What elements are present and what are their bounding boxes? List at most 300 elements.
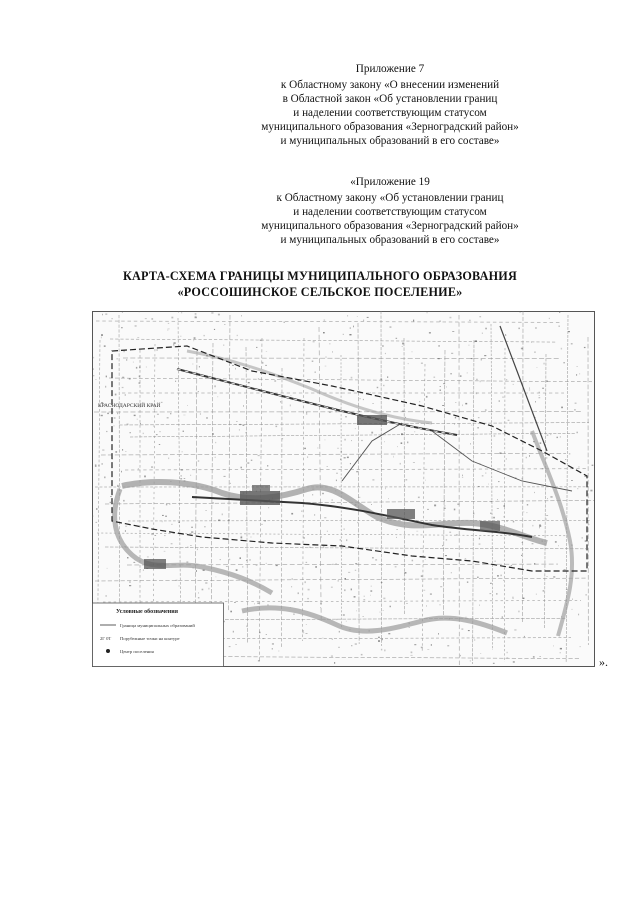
map-speck (126, 359, 127, 361)
map-speck (451, 353, 453, 354)
map-speck (412, 352, 413, 353)
appendix-7-line: муниципального образования «Зерноградский район» (261, 121, 519, 133)
map-speck (445, 555, 447, 556)
map-speck (122, 387, 124, 388)
map-speck (579, 374, 580, 375)
map-speck (322, 638, 324, 639)
map-speck (332, 639, 333, 640)
map-speck (529, 387, 530, 389)
map-speck (530, 434, 531, 435)
map-speck (390, 326, 392, 328)
map-speck (246, 626, 247, 628)
map-speck (302, 633, 304, 634)
map-speck (513, 661, 515, 663)
map-speck (139, 382, 141, 383)
map-speck (110, 496, 112, 497)
map-speck (456, 402, 457, 403)
map-speck (349, 334, 351, 335)
map-speck (486, 381, 487, 382)
map-speck (383, 610, 384, 611)
map-speck (406, 479, 408, 480)
map-speck (332, 351, 333, 353)
map-speck (546, 457, 548, 458)
map-speck (558, 545, 559, 546)
map-speck (452, 331, 454, 332)
map-speck (306, 562, 308, 563)
map-speck (513, 521, 514, 523)
map-speck (359, 411, 360, 412)
map-speck (147, 557, 149, 558)
map-speck (290, 395, 291, 396)
map-speck (110, 502, 111, 503)
map-speck (261, 524, 263, 525)
map-speck (533, 656, 535, 658)
map-speck (387, 376, 388, 378)
map-speck (280, 401, 281, 402)
map-speck (402, 346, 403, 347)
map-speck (171, 543, 173, 544)
map-speck (577, 488, 578, 489)
map-speck (313, 341, 315, 342)
map-speck (412, 560, 414, 562)
map-speck (198, 593, 199, 594)
map-speck (560, 436, 561, 437)
map-speck (506, 458, 507, 459)
map-speck (181, 469, 183, 470)
map-speck (157, 349, 158, 351)
map-speck (488, 484, 489, 485)
map-speck (478, 417, 480, 418)
map-speck (444, 508, 446, 509)
map-speck (503, 517, 504, 518)
map-speck (346, 416, 347, 417)
map-speck (499, 401, 500, 402)
map-speck (107, 568, 108, 569)
map-speck (159, 432, 160, 433)
map-speck (402, 343, 404, 345)
map-speck (381, 582, 383, 583)
map-speck (490, 513, 492, 514)
map-speck (117, 413, 118, 415)
map-speck (325, 366, 327, 367)
map-speck (161, 402, 163, 403)
map-speck (151, 318, 153, 319)
map-speck (344, 457, 346, 459)
map-speck (502, 616, 503, 618)
map-speck (491, 431, 492, 432)
map-speck (247, 477, 248, 478)
map-speck (506, 379, 507, 380)
map-speck (360, 398, 361, 399)
map-speck (467, 372, 468, 374)
map-speck (334, 662, 335, 664)
map-speck (122, 449, 123, 451)
map-speck (140, 423, 141, 424)
map-speck (102, 450, 104, 451)
map-speck (272, 644, 274, 645)
map-speck (343, 334, 344, 335)
appendix-7-block (200, 62, 580, 148)
map-speck (439, 605, 440, 606)
map-speck (246, 560, 248, 561)
map-speck (265, 520, 266, 522)
map-speck (113, 426, 114, 427)
map-speck (506, 658, 508, 659)
map-speck (557, 437, 558, 438)
map-speck (243, 405, 244, 407)
map-speck (354, 596, 356, 598)
map-speck (176, 580, 178, 581)
map-speck (450, 317, 452, 319)
map-speck (513, 597, 514, 598)
map-speck (475, 340, 477, 342)
map-speck (323, 332, 325, 333)
map-speck (306, 414, 307, 415)
map-speck (133, 562, 135, 563)
map-speck (191, 527, 193, 528)
map-speck (327, 531, 328, 532)
map-speck (449, 532, 451, 533)
map-speck (340, 539, 341, 541)
map-speck (195, 316, 197, 317)
map-speck (224, 476, 226, 477)
legend-item-label: Порубежные точки на контуре (120, 636, 180, 641)
map-speck (256, 565, 258, 566)
map-speck (332, 499, 333, 500)
map-speck (301, 510, 302, 512)
map-speck (105, 386, 106, 388)
map-speck (274, 381, 276, 382)
map-speck (331, 656, 333, 657)
map-speck (473, 513, 474, 515)
map-speck (400, 463, 401, 465)
map-speck (144, 476, 146, 478)
map-speck (104, 345, 106, 347)
map-speck (194, 337, 196, 338)
map-speck (383, 598, 385, 600)
map-speck (426, 396, 428, 398)
map-speck (572, 609, 573, 610)
map-speck (347, 457, 349, 459)
map-speck (286, 487, 288, 488)
map-speck (129, 585, 131, 586)
map-speck (421, 647, 423, 649)
map-speck (542, 468, 544, 469)
map-speck (451, 572, 452, 573)
map-speck (506, 521, 508, 522)
map-speck (566, 589, 568, 590)
map-speck (479, 537, 480, 538)
map-speck (336, 411, 337, 413)
map-speck (402, 411, 404, 413)
map-speck (343, 615, 345, 616)
map-speck (477, 427, 478, 428)
map-speck (540, 656, 541, 657)
map-speck (381, 639, 383, 641)
map-speck (315, 566, 317, 568)
map-speck (304, 448, 306, 449)
map-speck (101, 337, 102, 339)
map-speck (104, 477, 105, 479)
map-speck (584, 347, 586, 348)
map-speck (370, 590, 372, 592)
map-speck (105, 595, 107, 597)
map-speck (135, 325, 137, 327)
map-speck (226, 566, 228, 567)
map-speck (523, 512, 524, 513)
map-speck (260, 340, 262, 341)
map-speck (242, 566, 243, 568)
map-speck (305, 581, 306, 583)
map-speck (117, 486, 119, 487)
map-speck (323, 546, 325, 548)
map-speck (320, 607, 321, 608)
map-speck (220, 559, 221, 560)
map-speck (157, 414, 159, 415)
map-speck (222, 514, 223, 516)
map-speck (335, 563, 337, 564)
map-speck (468, 345, 470, 346)
map-speck (175, 381, 176, 382)
map-speck (329, 412, 330, 414)
map-speck (218, 314, 220, 316)
map-speck (414, 431, 415, 432)
map-speck (539, 397, 541, 398)
map-speck (331, 587, 333, 588)
map-speck (133, 362, 134, 363)
map-speck (251, 460, 253, 461)
map-speck (480, 653, 481, 654)
map-speck (438, 633, 439, 635)
map-speck (550, 434, 551, 435)
map-speck (547, 435, 549, 436)
map-speck (519, 328, 520, 330)
map-speck (532, 543, 534, 544)
map-speck (497, 508, 499, 509)
map-speck (471, 358, 473, 359)
map-speck (216, 577, 217, 578)
map-speck (434, 505, 436, 507)
map-speck (250, 537, 251, 538)
map-speck (355, 428, 356, 429)
map-speck (363, 616, 364, 617)
map-speck (559, 312, 560, 313)
map-speck (254, 603, 255, 605)
map-speck (139, 366, 140, 368)
map-speck (474, 435, 475, 436)
map-speck (393, 456, 394, 458)
map-speck (470, 443, 471, 445)
map-speck (155, 535, 157, 536)
map-speck (197, 549, 198, 551)
map-speck (212, 502, 214, 503)
map-speck (534, 492, 535, 493)
map-speck (401, 442, 403, 444)
map-legend (93, 603, 224, 667)
map-speck (186, 561, 188, 562)
map-speck (534, 352, 536, 353)
map-speck (371, 504, 372, 505)
map-speck (471, 425, 473, 426)
map-speck (560, 648, 562, 650)
map-speck (139, 376, 140, 378)
map-speck (218, 520, 220, 521)
map-speck (572, 599, 573, 600)
map-speck (237, 335, 238, 336)
map-speck (527, 504, 528, 505)
map-speck (302, 630, 304, 632)
map-speck (173, 344, 174, 345)
region-label: КРАСНОДАРСКИЙ КРАЙ (98, 403, 161, 409)
map-speck (198, 391, 199, 392)
map-speck (477, 577, 479, 578)
map-speck (505, 334, 506, 335)
map-speck (430, 593, 432, 594)
map-speck (303, 537, 304, 538)
map-speck (543, 363, 544, 365)
map-speck (183, 431, 184, 432)
map-speck (358, 497, 360, 498)
map-speck (468, 630, 470, 631)
map-speck (497, 499, 498, 500)
map-speck (170, 413, 171, 414)
map-speck (217, 396, 218, 397)
appendix-19-line: муниципального образования «Зерноградский район» (261, 220, 519, 232)
map-speck (498, 481, 499, 482)
map-speck (340, 459, 341, 461)
map-speck (519, 312, 521, 313)
map-speck (577, 432, 578, 434)
map-speck (553, 576, 555, 577)
closing-quote: ». (599, 655, 608, 669)
map-speck (290, 405, 291, 407)
map-speck (106, 431, 107, 432)
map-speck (491, 501, 493, 502)
map-speck (184, 478, 186, 479)
map-speck (385, 488, 386, 490)
map-speck (167, 417, 169, 419)
map-speck (341, 451, 342, 453)
map-speck (351, 589, 352, 591)
map-speck (423, 590, 425, 591)
map-speck (129, 378, 131, 380)
map-speck (454, 424, 455, 425)
map-speck (257, 603, 259, 605)
map-speck (429, 332, 431, 333)
map-speck (397, 446, 398, 447)
map-speck (168, 323, 169, 324)
map-speck (95, 465, 97, 466)
map-speck (508, 420, 510, 421)
appendix-19-line: и наделении соответствующим статусом (293, 206, 487, 218)
map-speck (535, 328, 537, 329)
map-speck (546, 380, 548, 382)
appendix-7-line: и муниципальных образований в его составе» (280, 135, 500, 147)
map-speck (462, 405, 463, 407)
map-speck (265, 365, 267, 366)
map-speck (592, 465, 594, 466)
map-speck (356, 610, 357, 611)
map-speck (235, 368, 236, 370)
map-speck (370, 392, 371, 393)
map-speck (535, 401, 536, 402)
map-speck (228, 375, 230, 376)
map-speck (106, 376, 107, 378)
map-speck (384, 650, 385, 652)
map-speck (262, 362, 263, 364)
legend-symbol-text: 2Г 0Т (100, 636, 112, 641)
map-speck (377, 387, 379, 388)
map-speck (438, 346, 440, 347)
map-speck (529, 390, 530, 391)
map-speck (336, 473, 338, 474)
map-speck (137, 337, 139, 338)
map-speck (192, 364, 193, 365)
map-speck (306, 624, 307, 625)
map-speck (306, 412, 307, 413)
map-speck (357, 522, 358, 523)
map-speck (367, 317, 369, 318)
map-speck (127, 557, 129, 558)
map-speck (312, 494, 313, 495)
map-speck (406, 603, 408, 604)
map-speck (482, 475, 484, 476)
boundary-map (92, 311, 595, 667)
map-speck (414, 644, 416, 645)
legend-item-label: Центр поселения (120, 649, 154, 654)
map-speck (168, 329, 170, 330)
map-speck (230, 611, 232, 613)
map-speck (93, 516, 94, 517)
map-speck (563, 362, 565, 363)
map-speck (215, 385, 216, 387)
map-speck (511, 565, 512, 566)
map-speck (339, 631, 340, 633)
map-speck (98, 465, 99, 466)
map-speck (138, 469, 139, 470)
map-speck (380, 378, 382, 380)
map-speck (388, 498, 389, 499)
map-speck (338, 647, 340, 648)
map-speck (191, 545, 192, 546)
map-speck (357, 316, 358, 317)
map-speck (524, 636, 525, 637)
map-speck (195, 317, 197, 318)
map-speck (462, 475, 463, 477)
map-speck (325, 439, 326, 440)
title-line-1: КАРТА-СХЕМА ГРАНИЦЫ МУНИЦИПАЛЬНОГО ОБРАЗОВАНИЯ (123, 269, 517, 283)
map-speck (168, 330, 169, 331)
map-speck (245, 432, 246, 433)
map-speck (154, 547, 156, 548)
map-speck (115, 451, 117, 453)
map-speck (327, 466, 328, 467)
map-speck (278, 651, 279, 652)
map-speck (125, 395, 126, 396)
map-speck (427, 649, 429, 650)
map-speck (272, 648, 273, 649)
map-speck (561, 348, 562, 350)
map-speck (129, 582, 131, 583)
map-speck (318, 447, 319, 449)
map-speck (543, 590, 544, 591)
map-speck (306, 633, 308, 634)
map-speck (134, 415, 136, 416)
map-speck (519, 611, 520, 613)
map-speck (564, 569, 566, 570)
map-speck (521, 555, 522, 556)
map-speck (350, 463, 351, 464)
